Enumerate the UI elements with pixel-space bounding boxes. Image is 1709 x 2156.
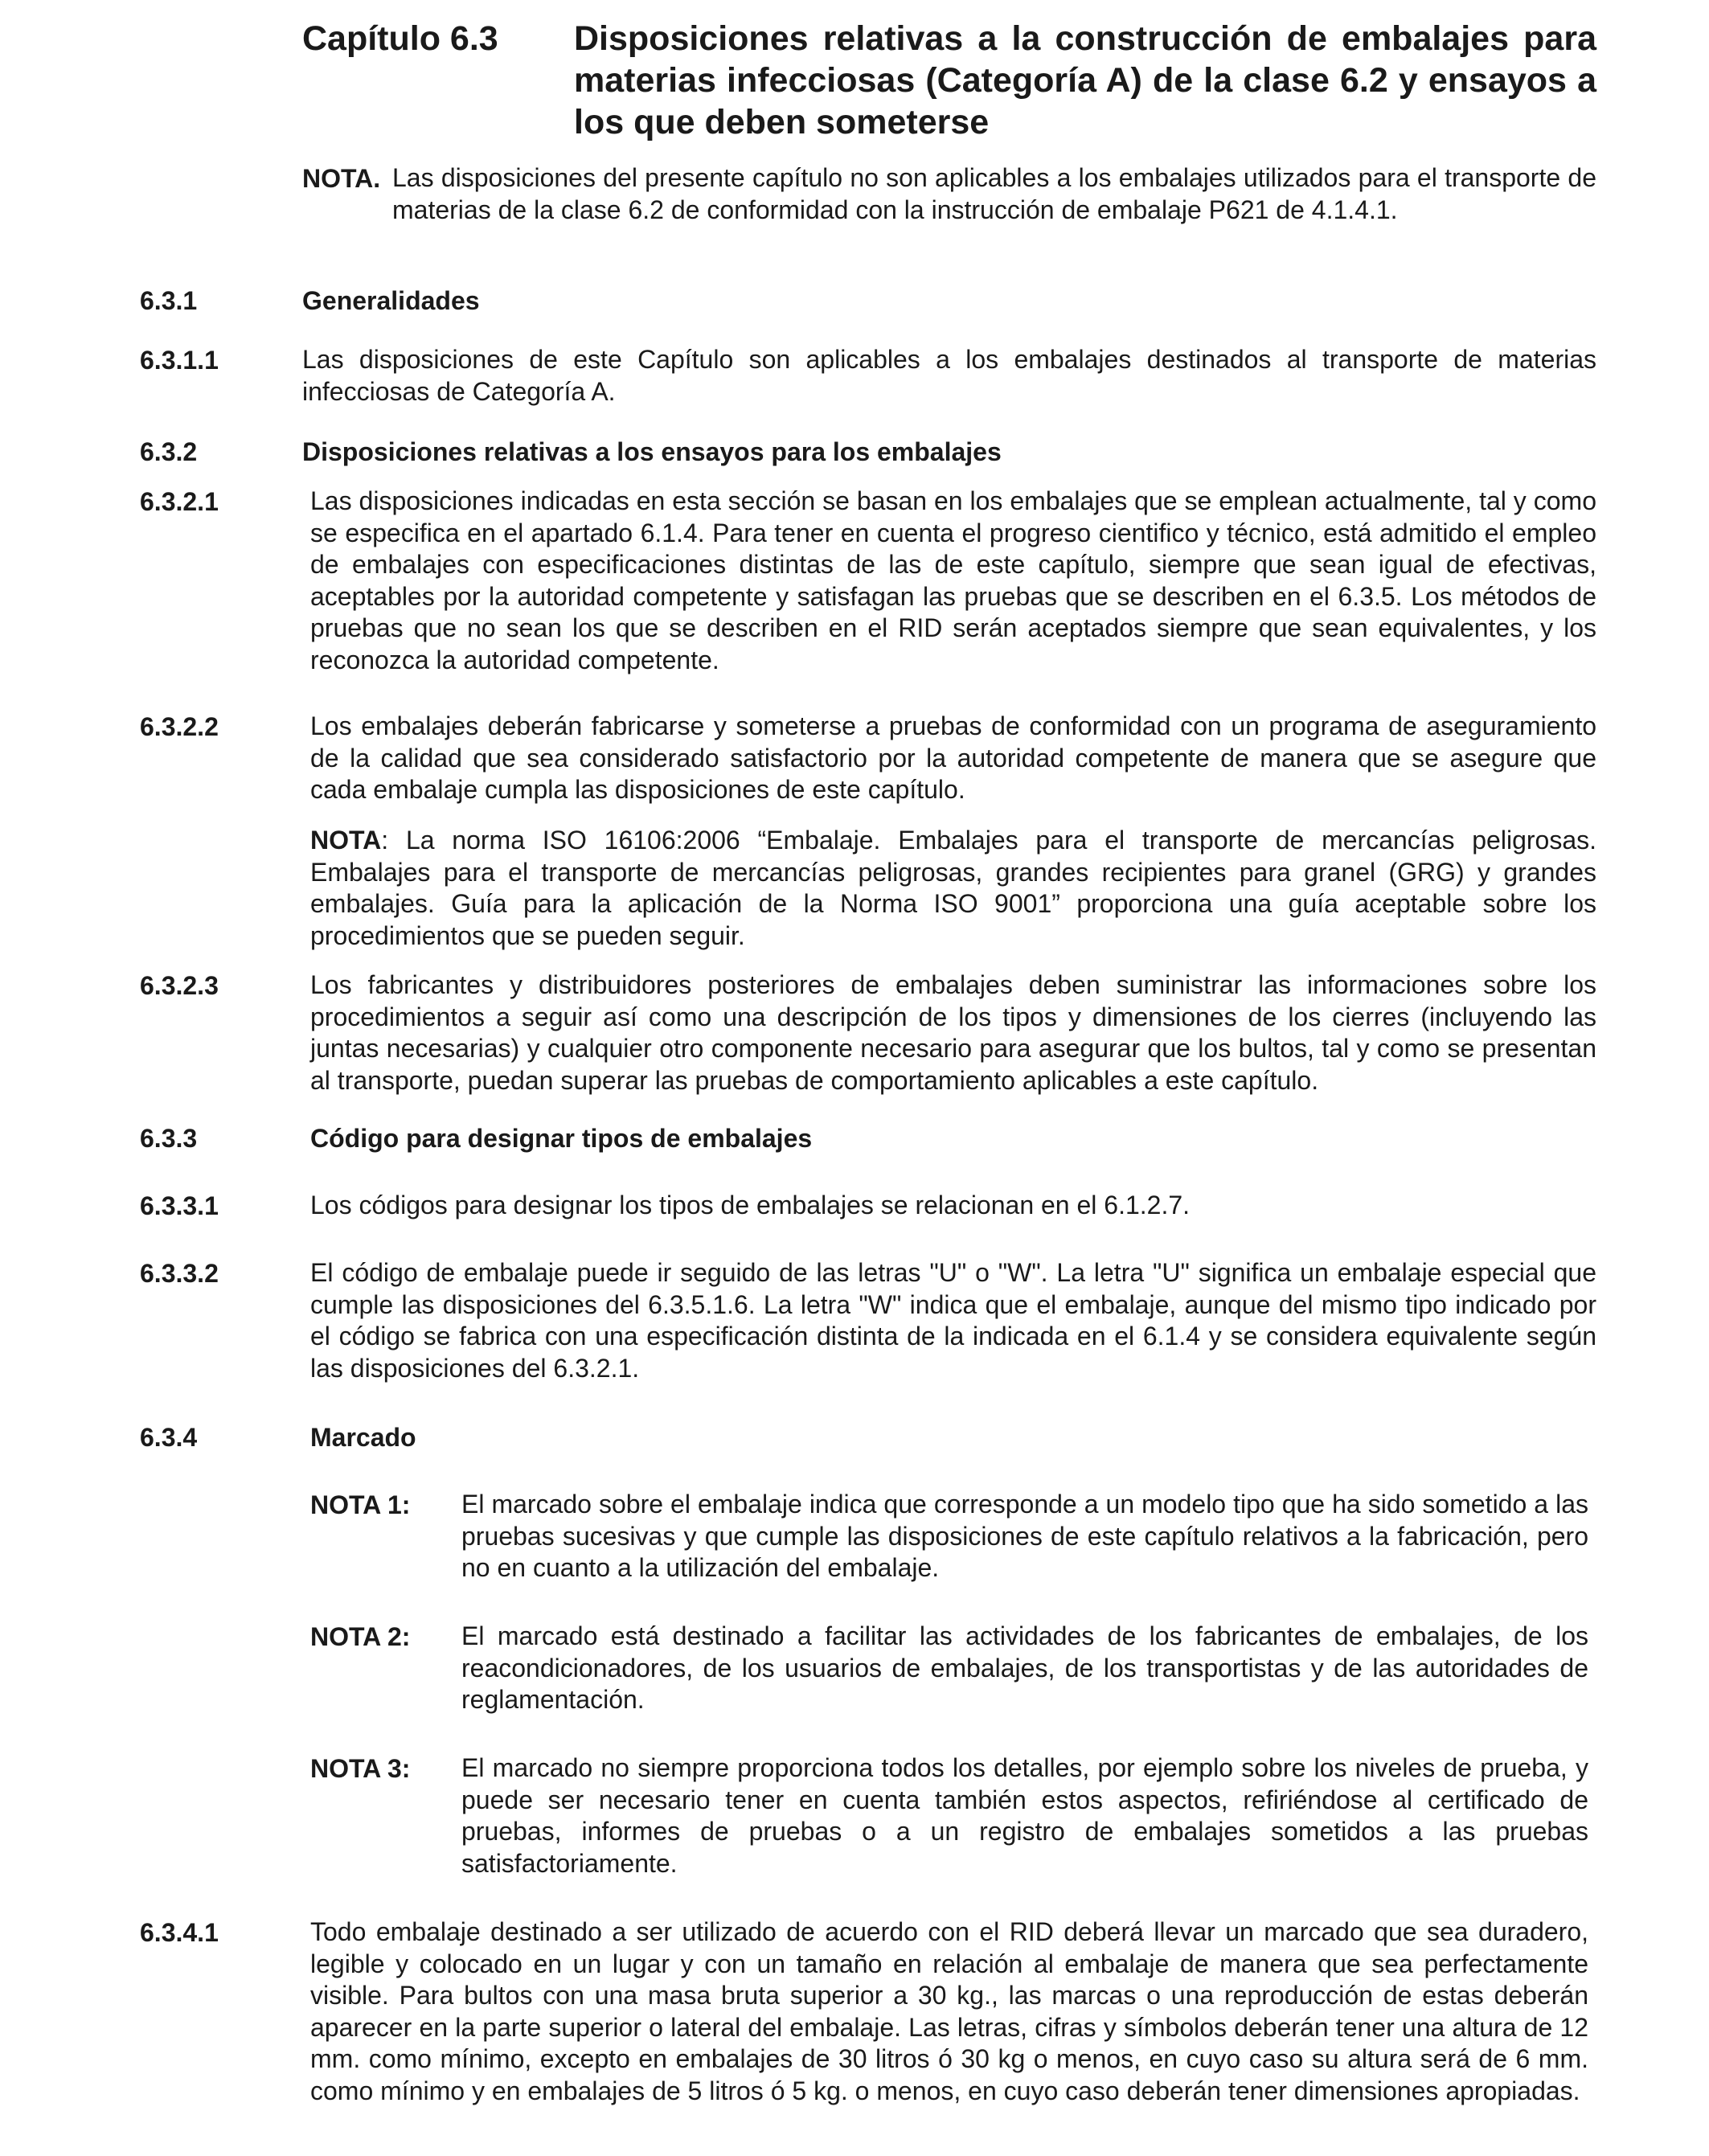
section-heading-6-3-3: Código para designar tipos de embalajes [310, 1124, 813, 1153]
section-text-6-3-1-1: Las disposiciones de este Capítulo son aplicables a los embalajes destinados al transporte de materias infecciosas de Categoría A. [302, 345, 1596, 406]
section-number-6-3-3-2: 6.3.3.2 [140, 1259, 219, 1288]
note-1-label: NOTA 1: [310, 1490, 411, 1519]
section-heading-6-3-1: Generalidades [302, 286, 480, 315]
section-number-6-3-2-2: 6.3.2.2 [140, 712, 219, 741]
section-text-6-3-2-1: Las disposiciones indicadas en esta sección se basan en los embalajes que se emplean actualmente, tal y como se especifica en el apartado 6.1.4. Para tener en cuenta el progreso cientifico y técnico, está admitido el empleo de embalajes con especificaciones distintas de las de este capítulo, siempre que sean igual de efectivas, aceptables por la autoridad competente y satisfagan las pruebas que se describen en el 6.3.5. Los métodos de pruebas que no sean los que se describen en el RID serán aceptados siempre que sean equivalentes, y los reconozca la autoridad competente. [310, 486, 1596, 674]
section-number-6-3-1: 6.3.1 [140, 286, 198, 315]
section-number-6-3-4-1: 6.3.4.1 [140, 1918, 219, 1947]
section-text-6-3-4-1: Todo embalaje destinado a ser utilizado de acuerdo con el RID deberá llevar un marcado que sea duradero, legible y colocado en un lugar y con un tamaño en relación al embalaje de manera que sea perfectamente visible. Para bultos con una masa bruta superior a 30 kg., las marcas o una reproducción de estas deberán aparecer en la parte superior o lateral del embalaje. Las letras, cifras y símbolos deberán tener una altura de 12 mm. como mínimo, excepto en embalajes de 30 litros ó 30 kg o menos, en cuyo caso su altura será de 6 mm. como mínimo y en embalajes de 5 litros ó 5 kg. o menos, en cuyo caso deberán tener dimensiones apropiadas. [310, 1917, 1588, 2105]
section-text-6-3-3-1: Los códigos para designar los tipos de embalajes se relacionan en el 6.1.2.7. [310, 1191, 1191, 1219]
section-number-6-3-2: 6.3.2 [140, 437, 198, 466]
chapter-number: Capítulo 6.3 [302, 19, 498, 58]
section-heading-6-3-2: Disposiciones relativas a los ensayos para los embalajes [302, 437, 1002, 466]
section-number-6-3-2-1: 6.3.2.1 [140, 487, 219, 516]
section-number-6-3-2-3: 6.3.2.3 [140, 971, 219, 1000]
section-text-6-3-2-2: Los embalajes deberán fabricarse y someterse a pruebas de conformidad con un programa de aseguramiento de la calidad que sea considerado satisfactorio por la autoridad competente de manera que se asegure que cada embalaje cumpla las disposiciones de este capítulo. [310, 711, 1596, 804]
note-text: : La norma ISO 16106:2006 “Embalaje. Embalajes para el transporte de mercancías peligrosas. Embalajes para el transporte de mercancías peligrosas, grandes recipientes para granel (GRG) y grandes embalajes. Guía para la aplicación de la Norma ISO 9001” proporciona una guía aceptable sobre los procedimientos que se pueden seguir. [310, 826, 1596, 950]
section-number-6-3-1-1: 6.3.1.1 [140, 346, 219, 375]
note-1-text: El marcado sobre el embalaje indica que corresponde a un modelo tipo que ha sido sometido a las pruebas sucesivas y que cumple las disposiciones de este capítulo relativos a la fabricación, pero no en cuanto a la utilización del embalaje. [461, 1490, 1588, 1582]
section-text-6-3-3-2: El código de embalaje puede ir seguido de las letras "U" o "W". La letra "U" significa un embalaje especial que cumple las disposiciones del 6.3.5.1.6. La letra "W" indica que el embalaje, aunque del mismo tipo indicado por el código se fabrica con una especificación distinta de la indicada en el 6.1.4 y se considera equivalente según las disposiciones del 6.3.2.1. [310, 1258, 1596, 1383]
intro-note-label: NOTA. [302, 164, 381, 193]
intro-note-text: Las disposiciones del presente capítulo no son aplicables a los embalajes utilizados para el transporte de materias de la clase 6.2 de conformidad con la instrucción de embalaje P621 de 4.1.4.1. [392, 163, 1596, 224]
section-number-6-3-3: 6.3.3 [140, 1124, 198, 1153]
chapter-title: Disposiciones relativas a la construcción de embalajes para materias infecciosas (Categoría A) de la clase 6.2 y ensayos a los que deben someterse [574, 19, 1596, 141]
note-label: NOTA [310, 826, 382, 855]
section-note-6-3-2-2 [310, 825, 1596, 952]
section-heading-6-3-4: Marcado [310, 1423, 416, 1452]
note-3-label: NOTA 3: [310, 1754, 411, 1783]
note-2-text: El marcado está destinado a facilitar las actividades de los fabricantes de embalajes, de los reacondicionadores, de los usuarios de embalajes, de los transportistas y de las autoridades de reglamentación. [461, 1621, 1588, 1714]
section-number-6-3-3-1: 6.3.3.1 [140, 1191, 219, 1220]
section-number-6-3-4: 6.3.4 [140, 1423, 198, 1452]
note-2-label: NOTA 2: [310, 1622, 411, 1651]
note-3-text: El marcado no siempre proporciona todos los detalles, por ejemplo sobre los niveles de prueba, y puede ser necesario tener en cuenta también estos aspectos, refiriéndose al certificado de pruebas, informes de pruebas o a un registro de embalajes sometidos a las pruebas satisfactoriamente. [461, 1753, 1588, 1878]
section-text-6-3-2-3: Los fabricantes y distribuidores posteriores de embalajes deben suministrar las informaciones sobre los procedimientos a seguir así como una descripción de los tipos y dimensiones de los cierres (incluyendo las juntas necesarias) y cualquier otro componente necesario para asegurar que los bultos, tal y como se presentan al transporte, puedan superar las pruebas de comportamiento aplicables a este capítulo. [310, 970, 1596, 1095]
